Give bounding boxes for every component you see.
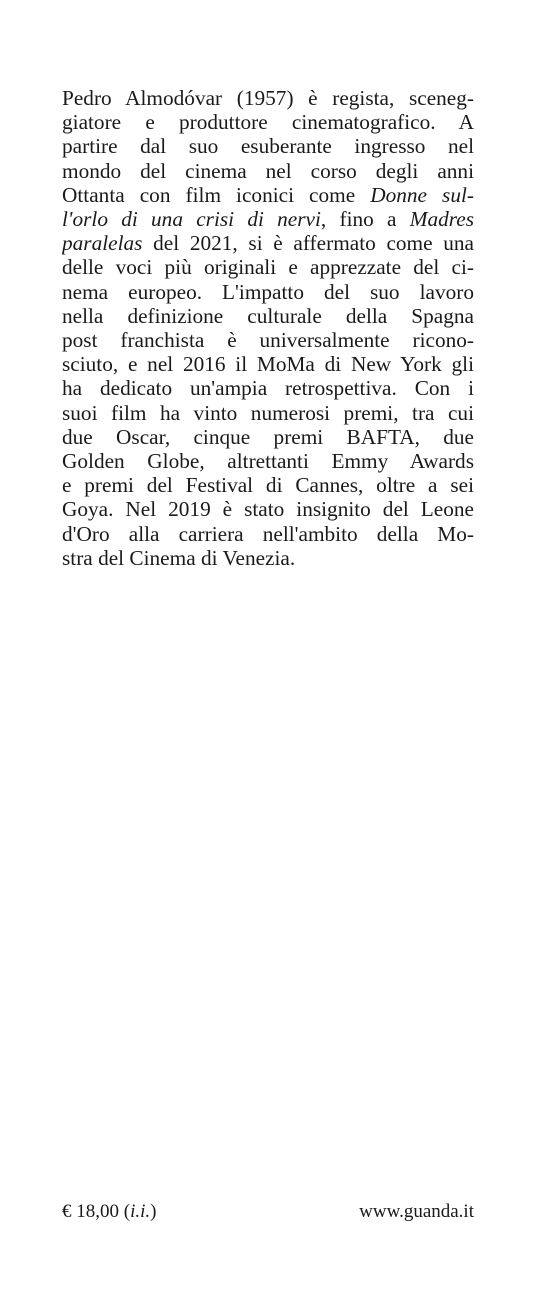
bio-line: paralelas del 2021, si è affermato come una [62,231,474,256]
bio-line: Goya. Nel 2019 è stato insignito del Leone [62,497,474,522]
price-label: € 18,00 (i.i.) [62,1201,157,1222]
film-title-italic: paralelas [62,231,143,256]
bio-line: nema europeo. L'impatto del suo lavoro [62,279,474,304]
bio-line: delle voci più originali e apprezzate del ci- [62,255,474,280]
bio-line: nella definizione culturale della Spagna [62,303,474,328]
film-title-italic: Donne sul- [370,182,474,207]
bio-line: partire dal suo esuberante ingresso nel [62,134,474,159]
bio-line: ha dedicato un'ampia retrospettiva. Con i [62,376,474,401]
bio-line: d'Oro alla carriera nell'ambito della Mo- [62,521,474,546]
bio-line: giatore e produttore cinematografico. A [62,110,474,135]
film-title-italic: l'orlo di una crisi di nervi [62,207,321,232]
author-biography [62,86,474,570]
film-title-italic: Madres [409,207,474,232]
bio-line: suoi film ha vinto numerosi premi, tra cui [62,400,474,425]
bio-line: post franchista è universalmente ricono- [62,328,474,353]
bio-line: Golden Globe, altrettanti Emmy Awards [62,449,474,474]
bio-line: mondo del cinema nel corso degli anni [62,158,474,183]
cover-footer [62,1199,474,1225]
bio-line: Pedro Almodóvar (1957) è regista, sceneg- [62,86,474,110]
bio-line: l'orlo di una crisi di nervi, fino a Madres [62,207,474,232]
bio-line: stra del Cinema di Venezia. [62,545,296,570]
bio-line: due Oscar, cinque premi BAFTA, due [62,424,474,449]
vat-included-abbrev: i.i. [130,1201,151,1222]
bio-line: sciuto, e nel 2016 il MoMa di New York gli [62,352,474,377]
publisher-website: www.guanda.it [359,1201,474,1222]
bio-line: e premi del Festival di Cannes, oltre a sei [62,473,474,498]
bio-line: Ottanta con film iconici come Donne sul- [62,182,474,207]
